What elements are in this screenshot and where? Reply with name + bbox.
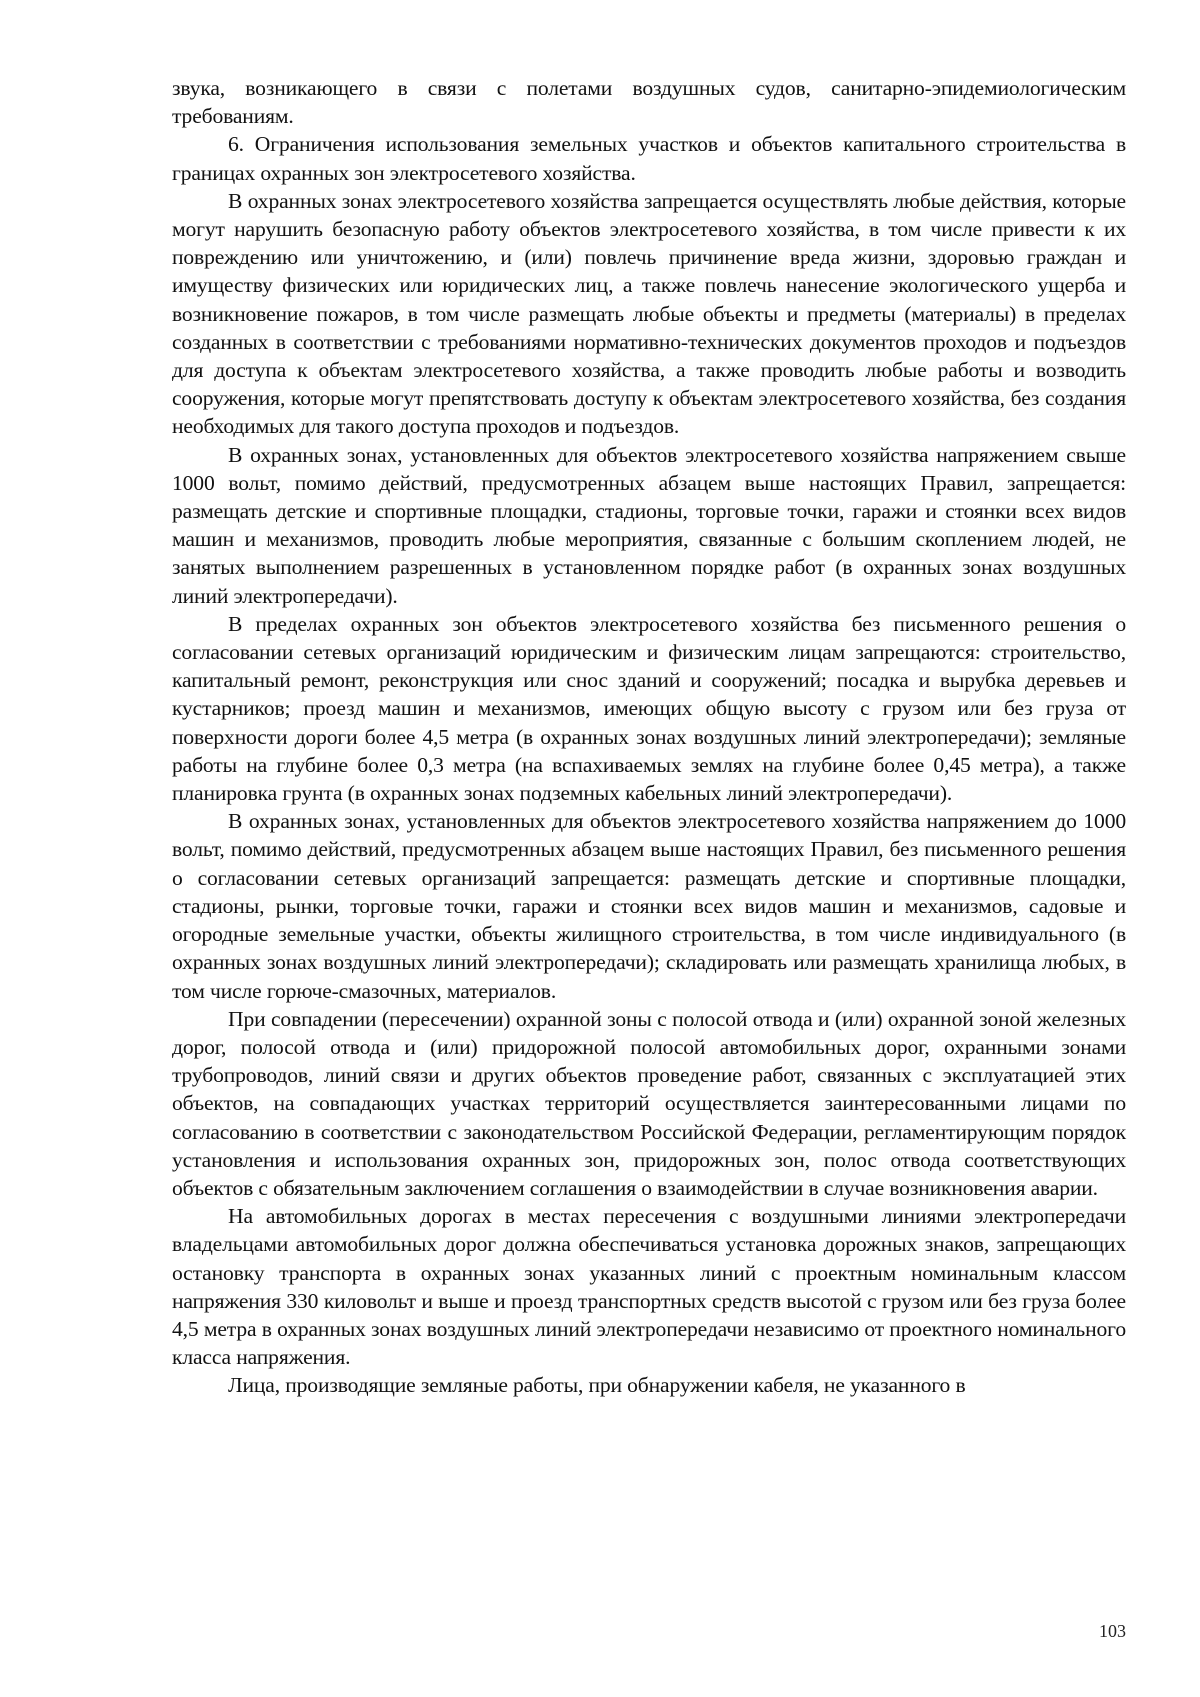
- paragraph: В пределах охранных зон объектов электросетевого хозяйства без письменного решения о согласовании сетевых организаций юридическим и физическим лицам запрещаются: строительство, капитальный ремонт, реконструкция или снос зданий и сооружений; посадка и вырубка деревьев и кустарников; проезд машин и механизмов, имеющих общую высоту с грузом или без груза от поверхности дороги более 4,5 метра (в охранных зонах воздушных линий электропередачи); земляные работы на глубине более 0,3 метра (на вспахиваемых землях на глубине более 0,45 метра), а также планировка грунта (в охранных зонах подземных кабельных линий электропередачи).: [172, 611, 1126, 806]
- paragraph: При совпадении (пересечении) охранной зоны с полосой отвода и (или) охранной зоной железных дорог, полосой отвода и (или) придорожной полосой автомобильных дорог, охранными зонами трубопроводов, линий связи и других объектов проведение работ, связанных с эксплуатацией этих объектов, на совпадающих участках территорий осуществляется заинтересованными лицами по согласованию в соответствии с законодательством Российской Федерации, регламентирующим порядок установления и использования охранных зон, придорожных зон, полос отвода соответствующих объектов с обязательным заключением соглашения о взаимодействии в случае возникновения аварии.: [172, 1006, 1126, 1200]
- paragraph: В охранных зонах, установленных для объектов электросетевого хозяйства напряжением до 1000 вольт, помимо действий, предусмотренных абзацем выше настоящих Правил, без письменного решения о согласовании сетевых организаций запрещается: размещать детские и спортивные площадки, стадионы, рынки, торговые точки, гаражи и стоянки всех видов машин и механизмов, садовые и огородные земельные участки, объекты жилищного строительства, в том числе индивидуального (в охранных зонах воздушных линий электропередачи); складировать или размещать хранилища любых, в том числе горюче-смазочных, материалов.: [172, 809, 1126, 1003]
- paragraph: На автомобильных дорогах в местах пересечения с воздушными линиями электропередачи владельцами автомобильных дорог должна обеспечиваться установка дорожных знаков, запрещающих остановку транспорта в охранных зонах указанных линий с проектным номинальным классом напряжения 330 киловольт и выше и проезд транспортных средств высотой с грузом или без груза более 4,5 метра в охранных зонах воздушных линий электропередачи независимо от проектного номинального класса напряжения.: [172, 1204, 1126, 1370]
- document-body: [172, 74, 1126, 1400]
- paragraph: В охранных зонах электросетевого хозяйства запрещается осуществлять любые действия, которые могут нарушить безопасную работу объектов электросетевого хозяйства, в том числе привести к их повреждению или уничтожению, и (или) повлечь причинение вреда жизни, здоровью граждан и имуществу физических или юридических лиц, а также повлечь нанесение экологического ущерба и возникновение пожаров, в том числе размещать любые объекты и предметы (материалы) в пределах созданных в соответствии с требованиями нормативно-технических документов проходов и подъездов для доступа к объектам электросетевого хозяйства, а также проводить любые работы и возводить сооружения, которые могут препятствовать доступу к объектам электросетевого хозяйства, без создания необходимых для такого доступа проходов и подъездов.: [172, 188, 1126, 439]
- page-number: 103: [1099, 1621, 1126, 1641]
- section-heading: 6. Ограничения использования земельных участков и объектов капитального строительства в границах охранных зон электросетевого хозяйства.: [172, 132, 1126, 185]
- paragraph-continuation: звука, возникающего в связи с полетами воздушных судов, санитарно-эпидемиологическим требованиям.: [172, 76, 1126, 129]
- paragraph-truncated: Лица, производящие земляные работы, при обнаружении кабеля, не указанного в: [228, 1373, 966, 1398]
- paragraph: В охранных зонах, установленных для объектов электросетевого хозяйства напряжением свыше 1000 вольт, помимо действий, предусмотренных абзацем выше настоящих Правил, запрещается: размещать детские и спортивные площадки, стадионы, торговые точки, гаражи и стоянки всех видов машин и механизмов, проводить любые мероприятия, связанные с большим скоплением людей, не занятых выполнением разрешенных в установленном порядке работ (в охранных зонах воздушных линий электропередачи).: [172, 442, 1126, 608]
